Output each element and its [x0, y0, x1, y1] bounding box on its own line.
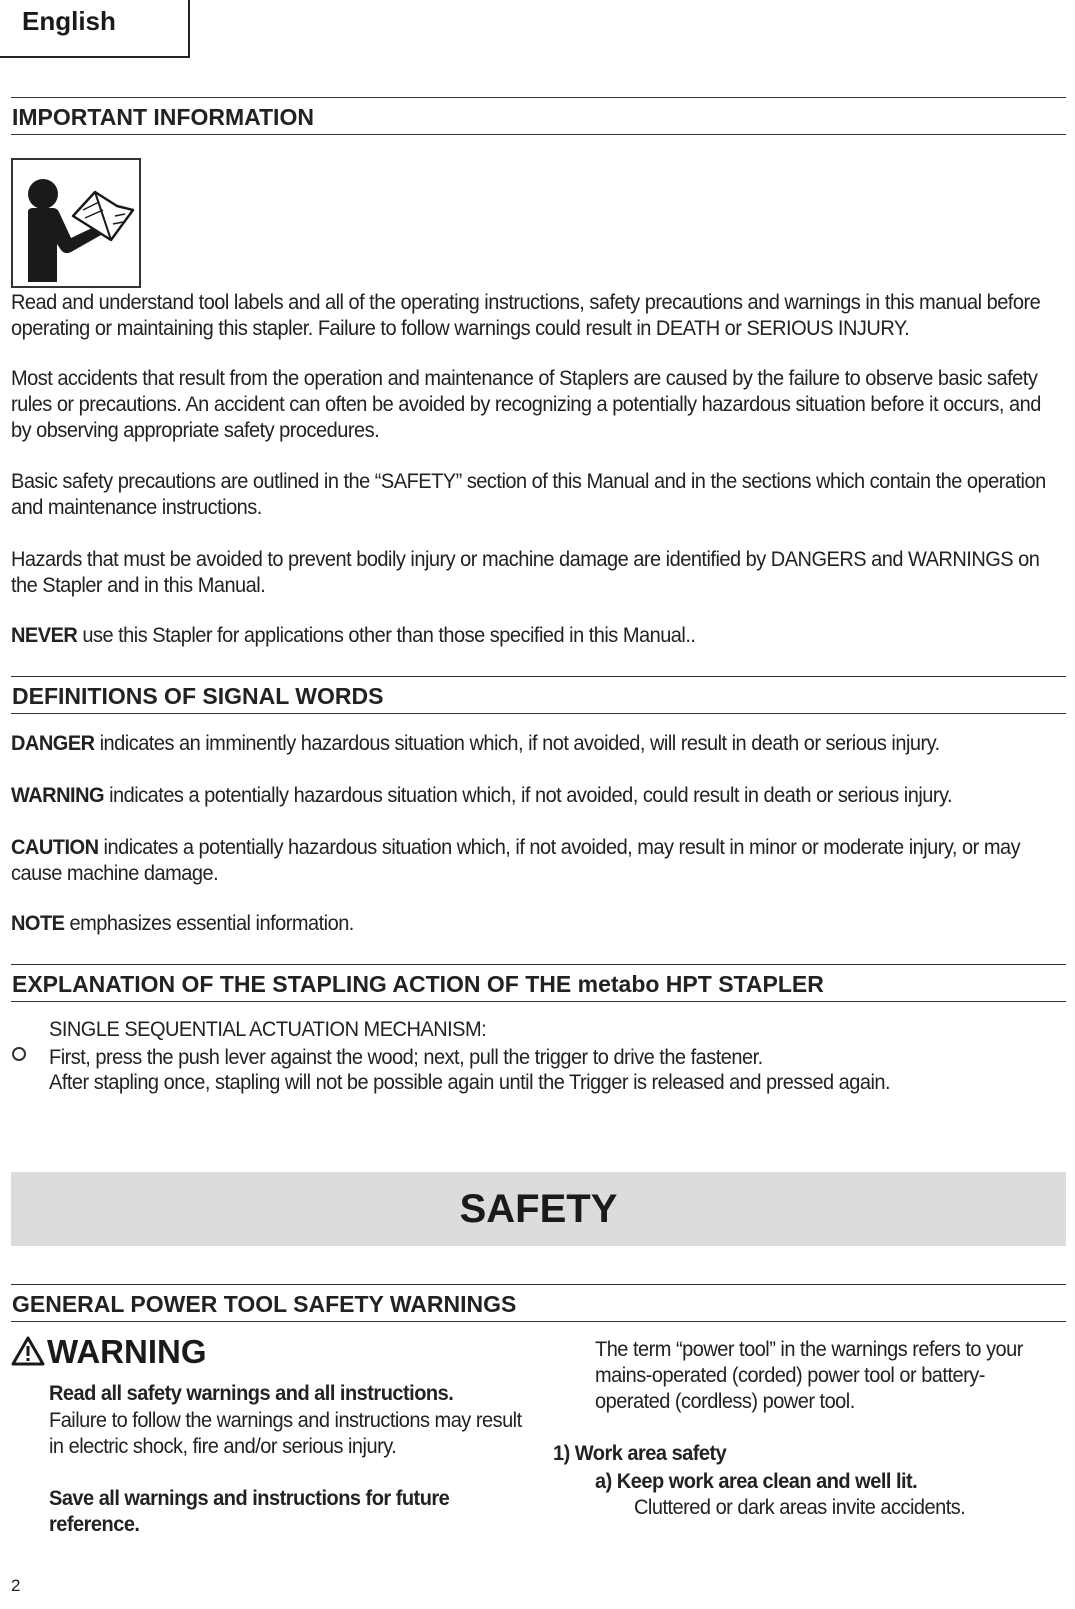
mechanism-line-1: First, press the push lever against the wood; next, pull the trigger to drive the fastener. — [49, 1045, 763, 1069]
important-paragraph-2: Most accidents that result from the operation and maintenance of Staplers are caused by the failure to observe basic safety rules or precautions. An accident can often be avoided by recognizing a potentially hazardous situation before it occurs, and by observing appropriate safety procedures. — [11, 366, 1041, 442]
bullet-circle-icon — [12, 1047, 26, 1061]
warning-triangle-icon — [11, 1336, 45, 1366]
cluttered-areas: Cluttered or dark areas invite accidents. — [634, 1495, 966, 1519]
page-number: 2 — [11, 1576, 21, 1595]
warning-definition — [11, 782, 1062, 808]
signal-words-heading: DEFINITIONS OF SIGNAL WORDS — [11, 676, 1066, 714]
caution-word: CAUTION — [11, 835, 99, 859]
caution-definition — [11, 834, 1062, 886]
warning-word: WARNING — [11, 783, 105, 807]
warning-label: WARNING — [47, 1333, 207, 1370]
safety-banner: SAFETY — [11, 1172, 1066, 1246]
important-paragraph-4: Hazards that must be avoided to prevent bodily injury or machine damage are identified by DANGERS and WARNINGS on the Stapler and in this Manual. — [11, 547, 1040, 597]
warning-text: indicates a potentially hazardous situation which, if not avoided, could result in death or serious injury. — [104, 783, 953, 807]
save-all-warnings: Save all warnings and instructions for future reference. — [49, 1486, 450, 1536]
language-tab — [0, 0, 190, 58]
failure-warning: Failure to follow the warnings and instructions may result in electric shock, fire and/or serious injury. — [49, 1408, 522, 1458]
mechanism-line-2: After stapling once, stapling will not be possible again until the Trigger is released and pressed again. — [49, 1070, 891, 1094]
important-information-heading: IMPORTANT INFORMATION — [11, 97, 1066, 135]
note-text: emphasizes essential information. — [64, 911, 354, 935]
warning-header — [11, 1332, 207, 1372]
important-paragraph-3: Basic safety precautions are outlined in the “SAFETY” section of this Manual and in the sections which contain the operation and maintenance instructions. — [11, 469, 1046, 519]
never-word: NEVER — [11, 623, 78, 647]
danger-text: indicates an imminently hazardous situation which, if not avoided, will result in death or serious injury. — [94, 731, 940, 755]
read-all-warnings: Read all safety warnings and all instructions. — [49, 1381, 454, 1405]
note-definition — [11, 910, 1062, 936]
important-paragraph-5 — [11, 622, 1062, 648]
never-text: use this Stapler for applications other than those specified in this Manual.. — [77, 623, 696, 647]
power-tool-term: The term “power tool” in the warnings refers to your mains-operated (corded) power tool or battery-operated (cordless) power tool. — [595, 1337, 1023, 1413]
danger-word: DANGER — [11, 731, 95, 755]
important-paragraph-1: Read and understand tool labels and all of the operating instructions, safety precautions and warnings in this manual before operating or maintaining this stapler. Failure to follow warnings could result in DEATH or SERIOUS INJURY. — [11, 290, 1041, 340]
explanation-heading: EXPLANATION OF THE STAPLING ACTION OF THE metabo HPT STAPLER — [11, 964, 1066, 1002]
keep-area-clean: a) Keep work area clean and well lit. — [595, 1469, 918, 1493]
mechanism-title: SINGLE SEQUENTIAL ACTUATION MECHANISM: — [49, 1017, 487, 1041]
note-word: NOTE — [11, 911, 65, 935]
danger-definition — [11, 730, 1062, 756]
general-safety-heading: GENERAL POWER TOOL SAFETY WARNINGS — [11, 1284, 1066, 1322]
read-manual-icon — [11, 158, 141, 288]
caution-text: indicates a potentially hazardous situation which, if not avoided, may result in minor or moderate injury, or may cause machine damage. — [11, 835, 1021, 885]
work-area-safety: 1) Work area safety — [553, 1441, 727, 1465]
language-tab-label: English — [22, 6, 116, 36]
